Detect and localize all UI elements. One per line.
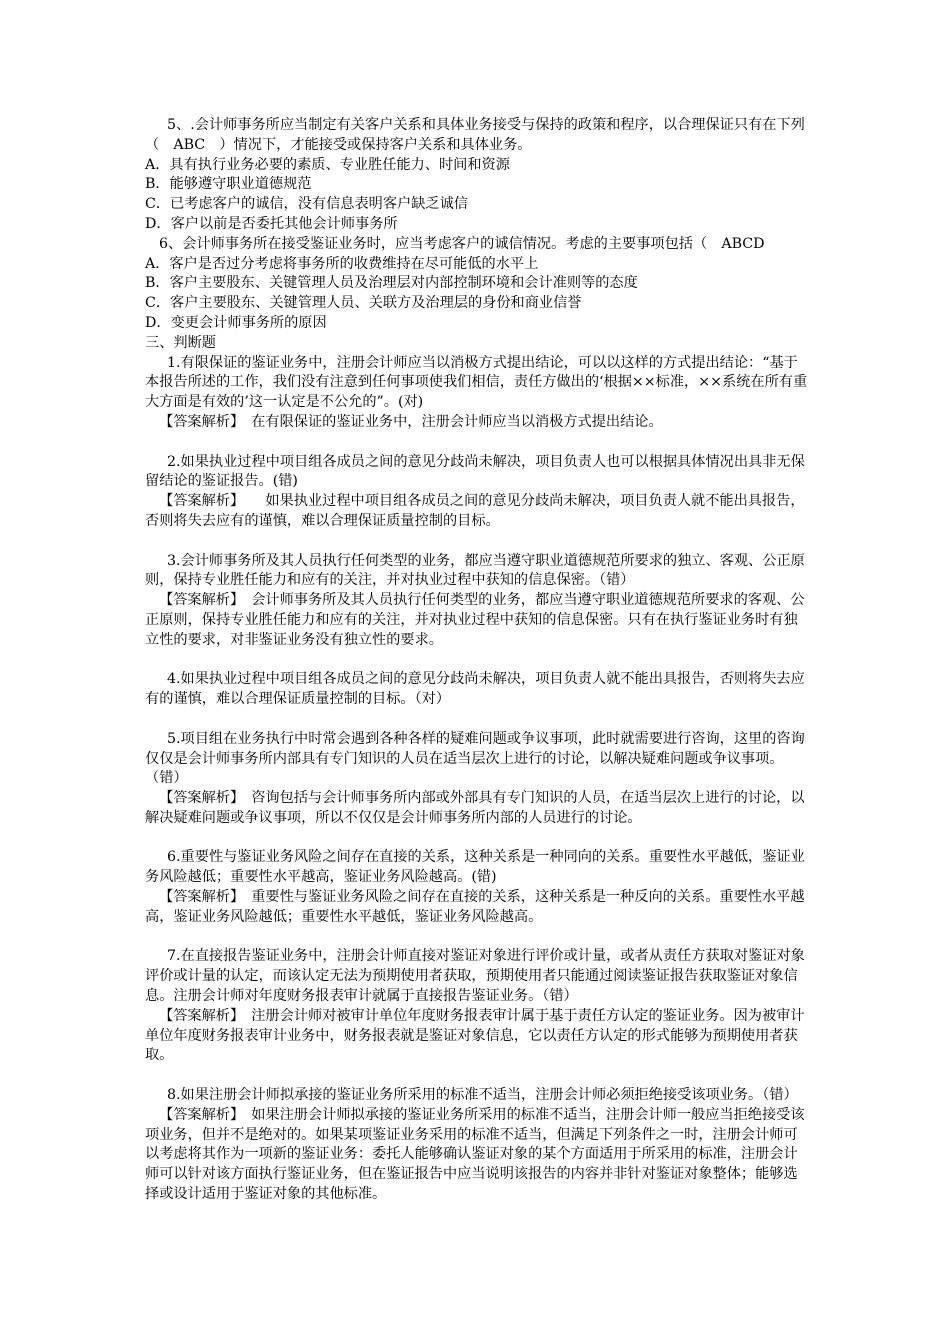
question-5-option-b: B．能够遵守职业道德规范 bbox=[145, 176, 312, 193]
judgment-1-question: 1.有限保证的鉴证业务中，注册会计师应当以消极方式提出结论，可以以这样的方式提出结论：“基于本报告所述的工作，我们没有注意到任何事项使我们相信，责任方做出的‘根据××标准，××系统在所有重大方面是有效的’这一认定是不公允的”。(对) bbox=[145, 354, 808, 411]
spacer bbox=[145, 1066, 811, 1086]
answer-label: 【答案解析】 bbox=[159, 1106, 238, 1123]
answer-label: 【答案解析】 bbox=[159, 413, 238, 430]
answer-label: 【答案解析】 bbox=[159, 1007, 238, 1024]
answer-label: 【答案解析】 bbox=[159, 592, 238, 609]
judgment-7-answer bbox=[145, 1007, 811, 1066]
judgment-6-question: 6.重要性与鉴证业务风险之间存在直接的关系，这种关系是一种同向的关系。重要性水平越低，鉴证业务风险越低；重要性水平越高，鉴证业务风险越高。(错) bbox=[145, 849, 805, 886]
judgment-1-answer bbox=[145, 413, 811, 433]
answer-analysis: 注册会计师对被审计单位年度财务报表审计属于基于责任方认定的鉴证业务。因为被审计单位年度财务报表审计业务中，财务报表就是鉴证对象信息，它以责任方认定的形式能够为预期使用者获取。 bbox=[145, 1007, 805, 1064]
question-5-option-c: C．已考虑客户的诚信，没有信息表明客户缺乏诚信 bbox=[145, 196, 468, 213]
judgment-4-question: 4.如果执业过程中项目组各成员之间的意见分歧尚未解决，项目负责人就不能出具报告，否则将失去应有的谨慎，难以合理保证质量控制的目标。（对） bbox=[145, 671, 805, 708]
judgment-3-question: 3.会计师事务所及其人员执行任何类型的业务，都应当遵守职业道德规范所要求的独立、客观、公正原则，保持专业胜任能力和应有的关注，并对执业过程中获知的信息保密。（错） bbox=[145, 552, 805, 589]
answer-analysis: 咨询包括与会计师事务所内部或外部具有专门知识的人员，在适当层次上进行的讨论，以解决疑难问题或争议事项，所以不仅仅是会计师事务所内部的人员进行的讨论。 bbox=[145, 790, 805, 826]
spacer bbox=[145, 433, 811, 453]
question-6-option-c: C．客户主要股东、关键管理人员、关联方及治理层的身份和商业信誉 bbox=[145, 295, 582, 312]
question-5-stem: 5、.会计师事务所应当制定有关客户关系和具体业务接受与保持的政策和程序，以合理保证只有在下列（ ABC ）情况下，才能接受或保持客户关系和具体业务。 bbox=[145, 117, 805, 153]
judgment-8-answer bbox=[145, 1106, 811, 1205]
answer-label: 【答案解析】 bbox=[159, 790, 238, 807]
spacer bbox=[145, 829, 811, 849]
answer-label: 【答案解析】 bbox=[159, 889, 238, 906]
spacer bbox=[145, 928, 811, 948]
spacer bbox=[145, 710, 811, 730]
question-6-stem: 6、会计师事务所在接受鉴证业务时，应当考虑客户的诚信情况。考虑的主要事项包括（ ABCD bbox=[159, 235, 765, 252]
judgment-5-question: 5.项目组在业务执行中时常会遇到各种各样的疑难问题或争议事项，此时就需要进行咨询，这里的咨询仅仅是会计师事务所内部具有专门知识的人员在适当层次上进行的讨论，以解决疑难问题或争议事项。（错） bbox=[145, 730, 805, 787]
judgment-5-answer bbox=[145, 789, 811, 829]
question-6-option-d: D．变更会计师事务所的原因 bbox=[145, 314, 327, 331]
answer-analysis: 如果执业过程中项目组各成员之间的意见分歧尚未解决，项目负责人就不能出具报告，否则将失去应有的谨慎，难以合理保证质量控制的目标。 bbox=[145, 493, 805, 529]
judgment-3-answer bbox=[145, 591, 811, 650]
question-6-option-a: A．客户是否过分考虑将事务所的收费维持在尽可能低的水平上 bbox=[145, 255, 539, 272]
spacer bbox=[145, 532, 811, 552]
answer-label: 【答案解析】 bbox=[159, 493, 238, 510]
answer-analysis: 在有限保证的鉴证业务中，注册会计师应当以消极方式提出结论。 bbox=[237, 413, 663, 430]
document-body bbox=[145, 116, 811, 1205]
answer-analysis: 重要性与鉴证业务风险之间存在直接的关系，这种关系是一种反向的关系。重要性水平越高，鉴证业务风险越低；重要性水平越低，鉴证业务风险越高。 bbox=[145, 889, 805, 925]
answer-analysis: 如果注册会计师拟承接的鉴证业务所采用的标准不适当，注册会计师一般应当拒绝接受该项业务，但并不是绝对的。如果某项鉴证业务采用的标准不适当，但满足下列条件之一时，注册会计师可以考虑将其作为一项新的鉴证业务：委托人能够确认鉴证对象的某个方面适用于所采用的标准，注册会计师可以针对该方面执行鉴证业务，但在鉴证报告中应当说明该报告的内容并非针对鉴证对象整体；能够选择或设计适用于鉴证对象的其他标准。 bbox=[145, 1106, 805, 1203]
judgment-7-question: 7.在直接报告鉴证业务中，注册会计师直接对鉴证对象进行评价或计量，或者从责任方获取对鉴证对象评价或计量的认定，而该认定无法为预期使用者获取，预期使用者只能通过阅读鉴证报告获取鉴证对象信息。注册会计师对年度财务报表审计就属于直接报告鉴证业务。（错） bbox=[145, 948, 805, 1005]
question-6-option-b: B．客户主要股东、关键管理人员及治理层对内部控制环境和会计准则等的态度 bbox=[145, 275, 638, 292]
judgment-8-question: 8.如果注册会计师拟承接的鉴证业务所采用的标准不适当，注册会计师必须拒绝接受该项业务。（错） bbox=[167, 1087, 798, 1104]
section-title: 三、判断题 bbox=[145, 334, 216, 351]
answer-analysis: 会计师事务所及其人员执行任何类型的业务，都应当遵守职业道德规范所要求的客观、公正原则，保持专业胜任能力和应有的关注，并对执业过程中获知的信息保密。只有在执行鉴证业务时有独立性的要求，对非鉴证业务没有独立性的要求。 bbox=[145, 592, 805, 648]
spacer bbox=[145, 651, 811, 671]
question-5-option-d: D．客户以前是否委托其他会计师事务所 bbox=[145, 215, 398, 232]
judgment-2-question: 2.如果执业过程中项目组各成员之间的意见分歧尚未解决，项目负责人也可以根据具体情况出具非无保留结论的鉴证报告。(错) bbox=[145, 453, 805, 490]
question-5-option-a: A．具有执行业务必要的素质、专业胜任能力、时间和资源 bbox=[145, 156, 510, 173]
judgment-6-answer bbox=[145, 888, 811, 928]
judgment-2-answer bbox=[145, 492, 811, 532]
